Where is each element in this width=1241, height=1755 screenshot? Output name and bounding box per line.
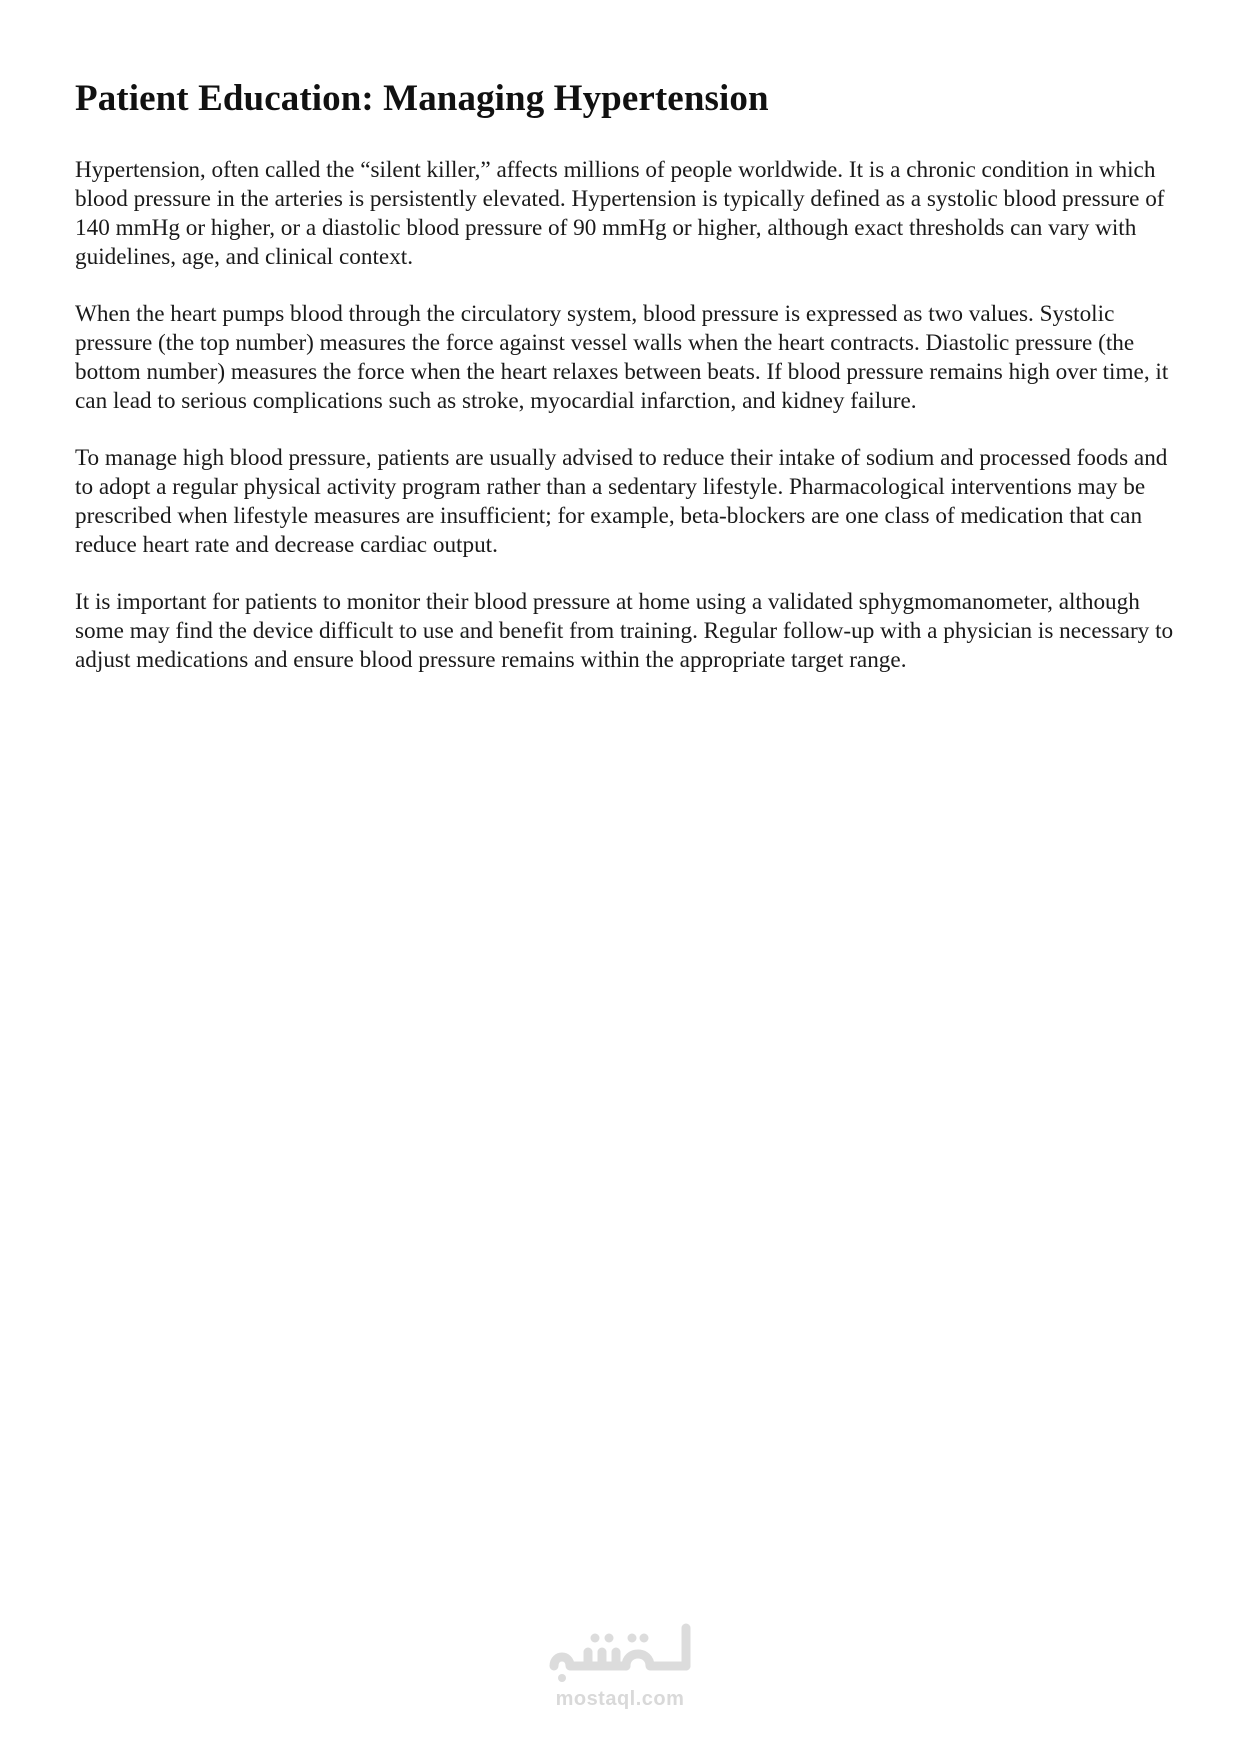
watermark-site-text: mostaql.com	[555, 1688, 685, 1710]
paragraph-definition: Hypertension, often called the “silent killer,” affects millions of people worldwide. It is a chronic condition in which blood pressure in the arteries is persistently elevated. Hypertension is typically defined as a systolic blood pressure of 140 mmHg or higher, or a diastolic blood pressure of 90 mmHg or higher, although exact thresholds can vary with guidelines, age, and clinical context.	[75, 157, 1165, 270]
document-body	[75, 76, 1175, 703]
paragraph-monitoring: It is important for patients to monitor their blood pressure at home using a validated sphygmomanometer, although some may find the device difficult to use and benefit from training. Regular follow-up with a physician is necessary to adjust medications and ensure blood pressure remains within the appropriate target range.	[75, 589, 1174, 673]
mostaql-logo-icon	[540, 1614, 700, 1686]
page-title: Patient Education: Managing Hypertension	[75, 78, 769, 119]
paragraph-management: To manage high blood pressure, patients are usually advised to reduce their intake of sodium and processed foods and to adopt a regular physical activity program rather than a sedentary lifestyle. Pharmacological interventions may be prescribed when lifestyle measures are insufficient; for example, beta-blockers are one class of medication that can reduce heart rate and decrease cardiac output.	[75, 445, 1168, 558]
watermark	[520, 1614, 720, 1734]
paragraph-blood-pressure-values: When the heart pumps blood through the circulatory system, blood pressure is expressed as two values. Systolic pressure (the top number) measures the force against vessel walls when the heart contracts. Diastolic pressure (the bottom number) measures the force when the heart relaxes between beats. If blood pressure remains high over time, it can lead to serious complications such as stroke, myocardial infarction, and kidney failure.	[75, 301, 1169, 414]
